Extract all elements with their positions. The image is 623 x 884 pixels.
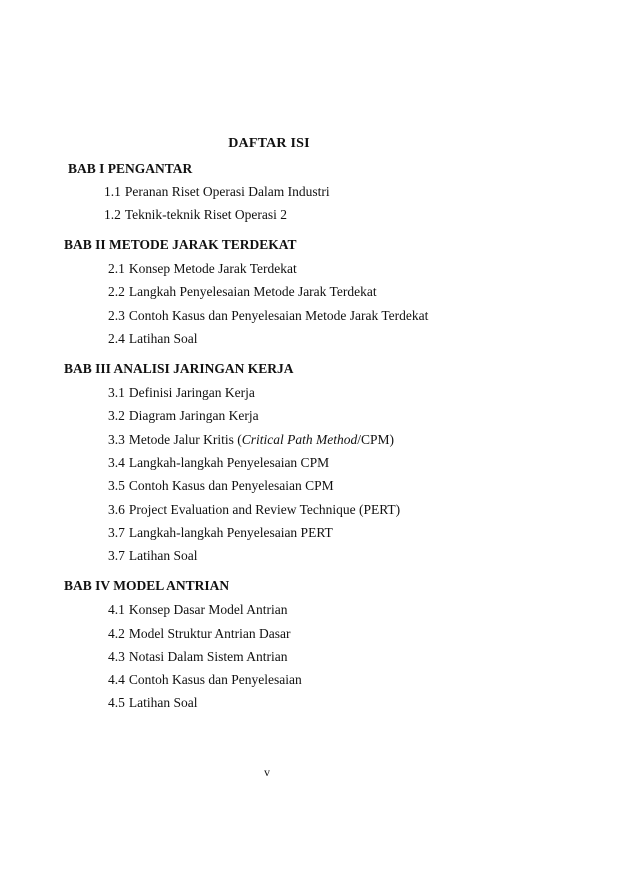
toc-item-3-4[interactable] (108, 455, 329, 471)
toc-item-number: 1.1 (104, 184, 121, 199)
toc-item-3-3[interactable] (108, 432, 394, 448)
toc-item-number: 4.2 (108, 626, 125, 641)
toc-item-number: 3.1 (108, 385, 125, 400)
chapter-heading-4: BAB IV MODEL ANTRIAN (64, 578, 230, 593)
toc-item-text: Langkah Penyelesaian Metode Jarak Terdekat (128, 284, 377, 299)
toc-item-text: Teknik-teknik Riset Operasi 2 (124, 207, 288, 222)
toc-item-number: 3.7 (108, 548, 125, 563)
toc-item-text: Contoh Kasus dan Penyelesaian (128, 672, 302, 687)
toc-item-text: Latihan Soal (128, 331, 198, 346)
toc-item-number: 1.2 (104, 207, 121, 222)
chapter-heading-3: BAB III ANALISI JARINGAN KERJA (64, 361, 294, 376)
toc-item-2-2[interactable] (108, 284, 377, 300)
toc-item-1-1[interactable] (104, 184, 330, 200)
toc-item-2-1[interactable] (108, 261, 297, 277)
toc-item-3-6[interactable] (108, 502, 400, 518)
toc-item-number: 3.2 (108, 408, 125, 423)
toc-item-1-2[interactable] (104, 207, 287, 223)
toc-item-number: 3.5 (108, 478, 125, 493)
toc-item-text-pre: Metode Jalur Kritis ( (128, 432, 242, 447)
toc-item-4-3[interactable] (108, 649, 287, 665)
toc-item-text: Langkah-langkah Penyelesaian PERT (128, 525, 333, 540)
toc-item-3-8[interactable] (108, 548, 197, 564)
toc-item-text: Konsep Metode Jarak Terdekat (128, 261, 297, 276)
page-number: v (264, 765, 270, 779)
toc-item-number: 4.5 (108, 695, 125, 710)
toc-item-4-2[interactable] (108, 626, 290, 642)
toc-item-2-3[interactable] (108, 308, 428, 324)
toc-item-number: 3.4 (108, 455, 125, 470)
page-title: DAFTAR ISI (228, 136, 310, 151)
toc-item-4-1[interactable] (108, 602, 287, 618)
toc-item-text: Contoh Kasus dan Penyelesaian CPM (128, 478, 334, 493)
toc-item-number: 3.6 (108, 502, 125, 517)
toc-item-text: Diagram Jaringan Kerja (128, 408, 259, 423)
toc-item-text: Langkah-langkah Penyelesaian CPM (128, 455, 330, 470)
toc-item-number: 2.3 (108, 308, 125, 323)
toc-item-text: Konsep Dasar Model Antrian (128, 602, 288, 617)
chapter-heading-2: BAB II METODE JARAK TERDEKAT (64, 237, 297, 252)
toc-item-text: Project Evaluation and Review Technique (PERT) (128, 502, 401, 517)
toc-item-text: Notasi Dalam Sistem Antrian (128, 649, 288, 664)
toc-item-text: Peranan Riset Operasi Dalam Industri (124, 184, 330, 199)
toc-item-number: 4.1 (108, 602, 125, 617)
toc-item-3-5[interactable] (108, 478, 334, 494)
toc-item-4-4[interactable] (108, 672, 302, 688)
toc-item-number: 3.3 (108, 432, 125, 447)
toc-item-number: 2.1 (108, 261, 125, 276)
toc-item-text-post: /CPM) (357, 432, 394, 447)
toc-item-3-7[interactable] (108, 525, 333, 541)
toc-item-2-4[interactable] (108, 331, 197, 347)
toc-item-4-5[interactable] (108, 695, 197, 711)
toc-item-number: 3.7 (108, 525, 125, 540)
toc-item-3-1[interactable] (108, 385, 255, 401)
toc-item-text: Latihan Soal (128, 695, 198, 710)
toc-item-text: Contoh Kasus dan Penyelesaian Metode Jarak Terdekat (128, 308, 429, 323)
toc-item-text: Model Struktur Antrian Dasar (128, 626, 291, 641)
toc-item-text: Definisi Jaringan Kerja (128, 385, 255, 400)
toc-item-number: 4.4 (108, 672, 125, 687)
toc-item-text-italic: Critical Path Method (241, 432, 358, 447)
toc-item-number: 4.3 (108, 649, 125, 664)
toc-item-3-2[interactable] (108, 408, 259, 424)
toc-item-number: 2.4 (108, 331, 125, 346)
toc-item-number: 2.2 (108, 284, 125, 299)
chapter-heading-1: BAB I PENGANTAR (68, 161, 193, 176)
toc-item-text: Latihan Soal (128, 548, 198, 563)
